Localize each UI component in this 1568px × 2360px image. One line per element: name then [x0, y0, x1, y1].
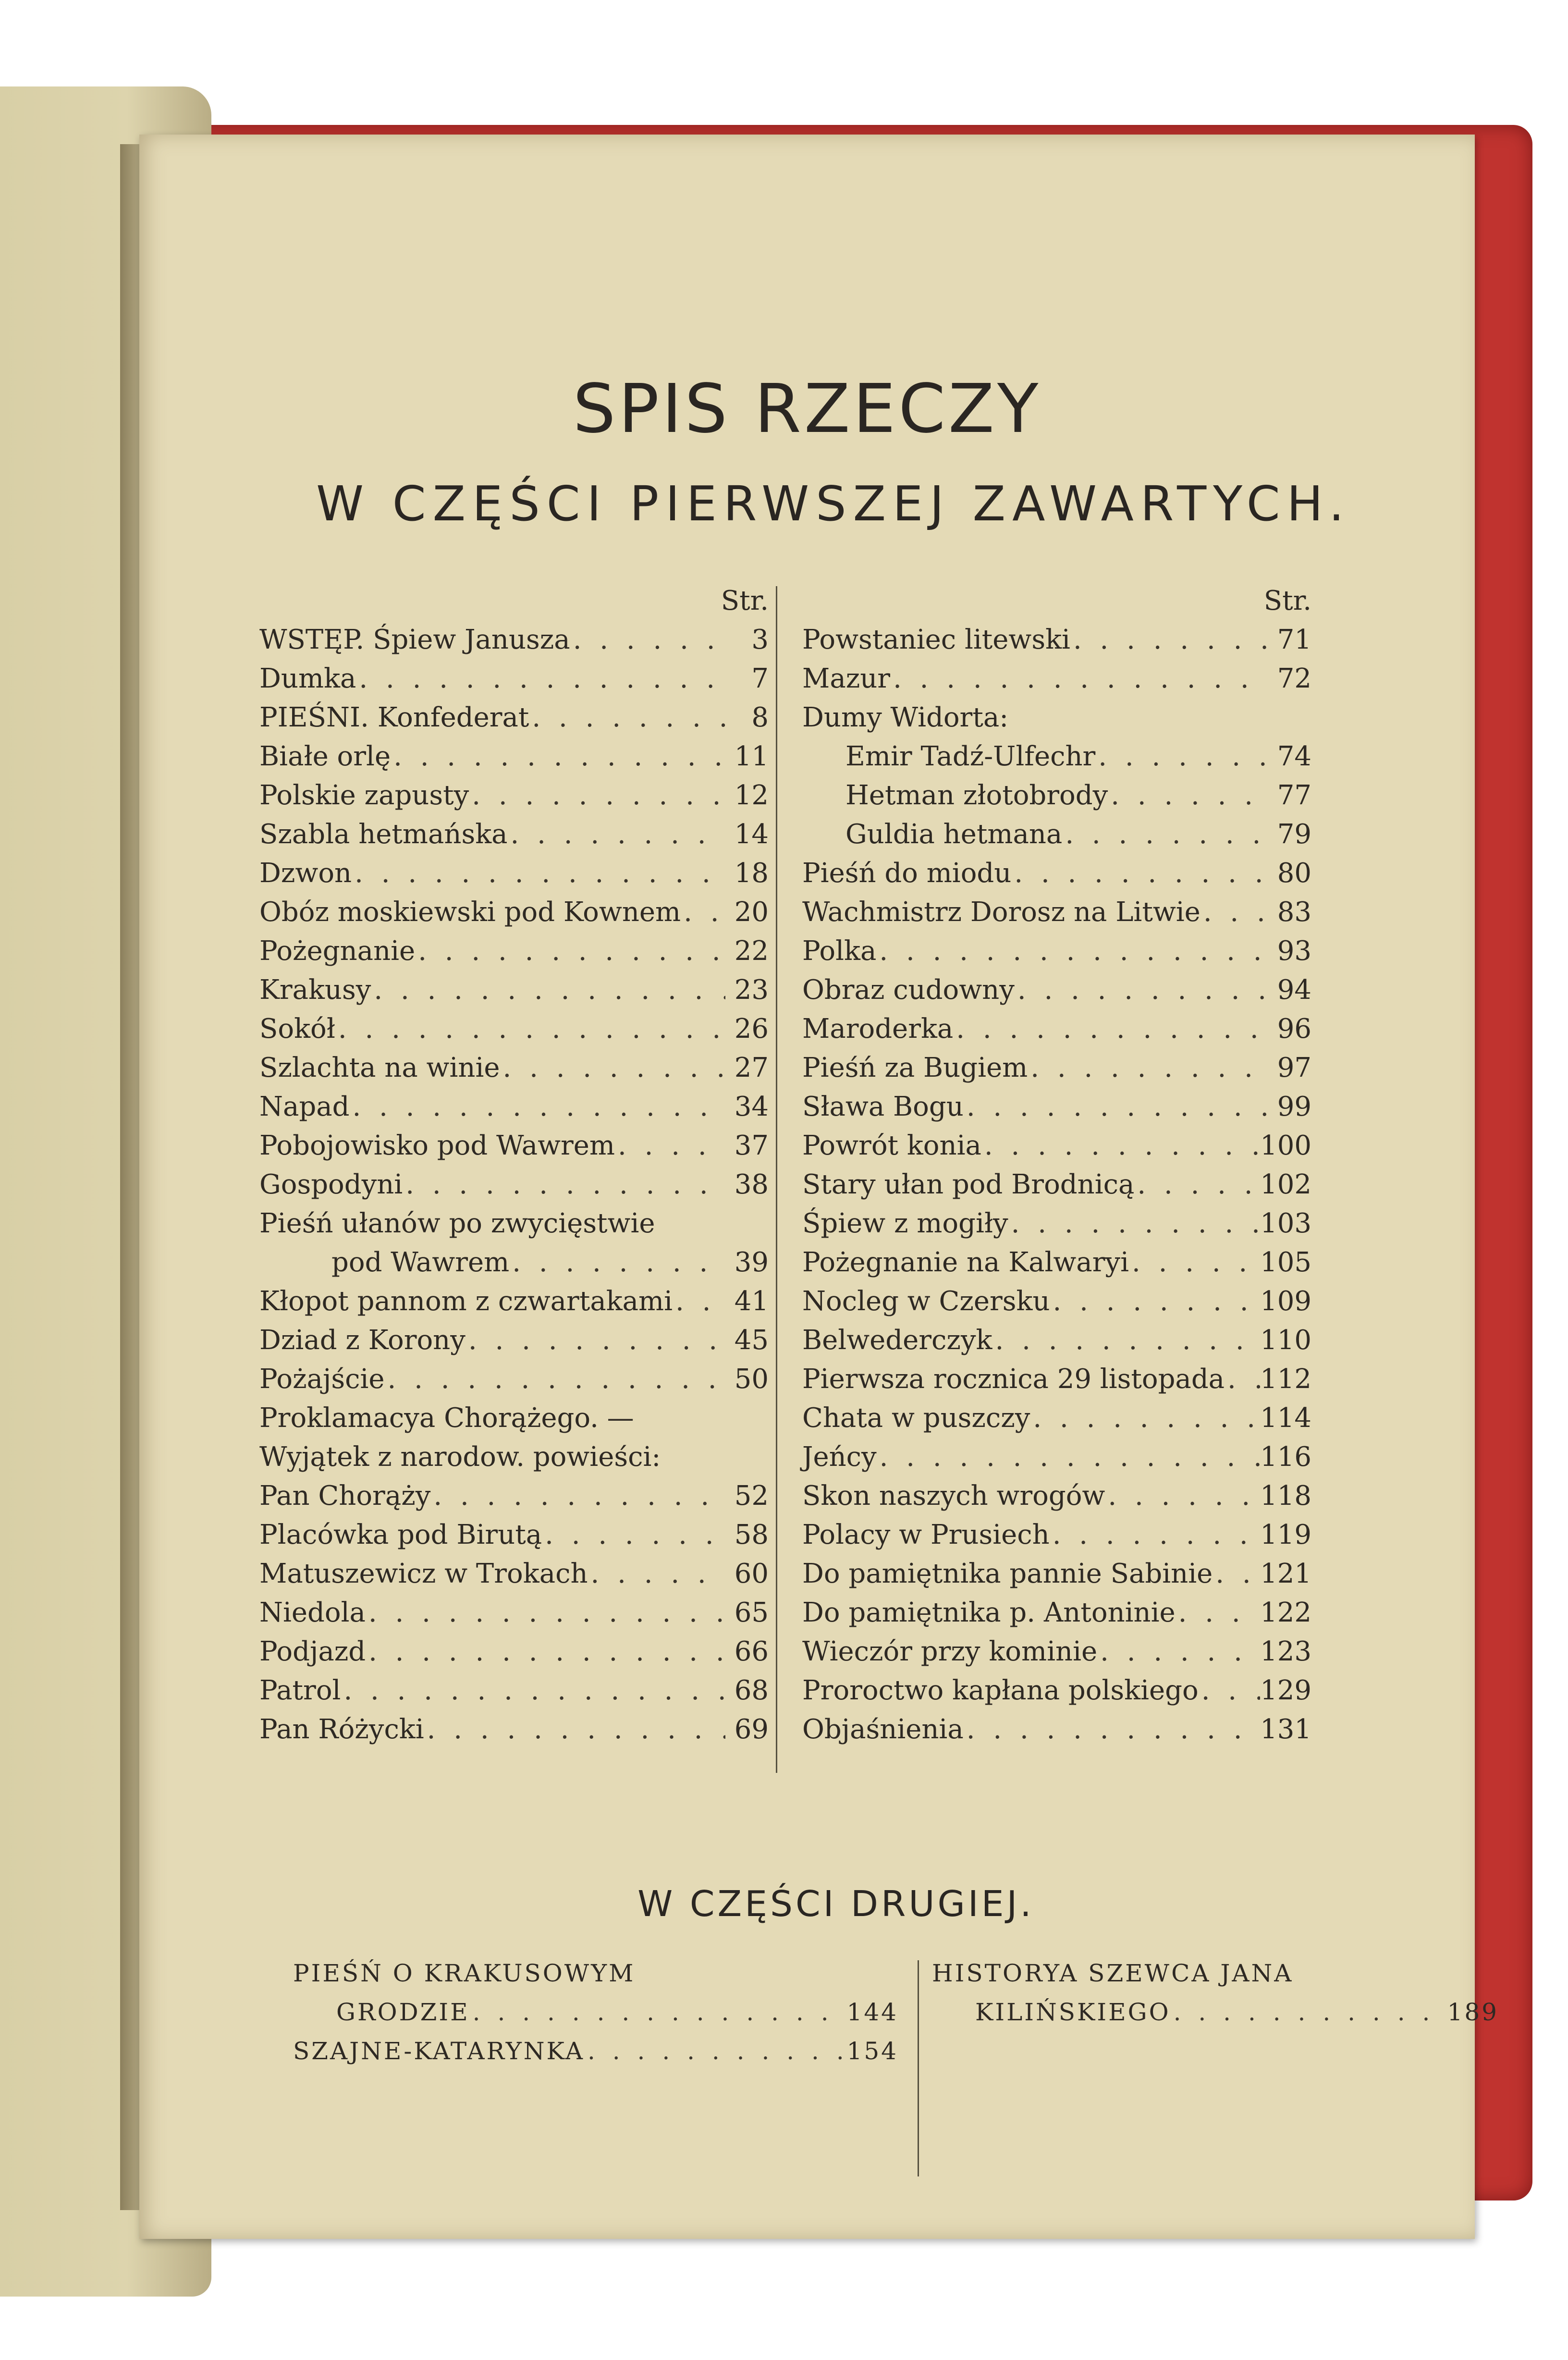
toc-leader-dots — [349, 1087, 725, 1126]
toc-entry-title: Szlachta na winie — [259, 1052, 500, 1083]
toc-entry-title: Wyjątek z narodow. powieści: — [259, 1441, 661, 1473]
toc-entry-page: 110 — [1260, 1325, 1311, 1356]
toc-entry-title: Sokół — [259, 1013, 335, 1045]
toc-leader-dots — [385, 1360, 725, 1399]
toc-entry-page: 131 — [1260, 1714, 1311, 1745]
toc-leader-dots — [508, 815, 725, 854]
toc-entry — [259, 971, 769, 1009]
toc-leader-dots — [1030, 1399, 1260, 1438]
toc-entry — [802, 971, 1311, 1009]
toc-entry-title: Pożegnanie na Kalwaryi — [802, 1247, 1129, 1278]
toc-entry — [259, 1671, 769, 1710]
toc-entry — [259, 1204, 769, 1243]
toc-leader-dots — [992, 1321, 1260, 1360]
toc-entry-page: 11 — [734, 741, 769, 772]
toc-entry — [259, 1710, 769, 1749]
toc-entry-page: 100 — [1260, 1130, 1311, 1161]
toc-entry-title: KILIŃSKIEGO — [975, 1998, 1171, 2026]
toc-entry — [259, 1438, 769, 1476]
toc-entry — [259, 1399, 769, 1438]
toc-leader-dots — [366, 1632, 725, 1671]
toc-entry — [259, 1593, 769, 1632]
toc-entry-title: Proklamacya Chorążego. — — [259, 1402, 634, 1434]
toc-leader-dots — [542, 1515, 725, 1554]
toc-entry — [802, 815, 1311, 854]
toc-entry-title: Białe orlę — [259, 741, 391, 772]
toc-entry-page: 3 — [751, 624, 769, 655]
toc-entry — [802, 1438, 1311, 1476]
toc-entry-page: 34 — [734, 1091, 769, 1122]
toc-leader-dots — [964, 1087, 1268, 1126]
toc-entry — [802, 1087, 1311, 1126]
toc-entry — [259, 1165, 769, 1204]
toc-entry-title: Napad — [259, 1091, 350, 1122]
toc-entry-title: Polacy w Prusiech — [802, 1519, 1050, 1550]
toc-entry — [802, 1282, 1311, 1321]
toc-entry — [802, 1399, 1311, 1438]
toc-entry-page: 50 — [734, 1364, 769, 1395]
part2-title: W CZĘŚCI DRUGIEJ. — [637, 1883, 1034, 1925]
toc-leader-dots — [585, 2033, 847, 2069]
toc-entry-page: 71 — [1277, 624, 1311, 655]
toc-entry-title: Powstaniec litewski — [802, 624, 1070, 655]
toc-entry-title: Pożajście — [259, 1364, 385, 1395]
toc-entry-page: 129 — [1260, 1675, 1311, 1706]
toc-entry-page: 22 — [734, 935, 769, 967]
toc-entry-page: 72 — [1277, 663, 1311, 694]
toc-entry — [259, 1243, 769, 1282]
toc-leader-dots — [403, 1165, 725, 1204]
toc-entry — [259, 1126, 769, 1165]
toc-entry-title: HISTORYA SZEWCA JANA — [932, 1959, 1294, 1987]
toc-entry — [259, 698, 769, 737]
toc-entry-page: 103 — [1260, 1208, 1311, 1239]
toc-entry-title: Pożegnanie — [259, 935, 416, 967]
toc-entry-page: 68 — [734, 1675, 769, 1706]
toc-page — [139, 135, 1499, 2239]
toc-entry-title: Placówka pod Birutą — [259, 1519, 542, 1550]
toc-entry-title: Podjazd — [259, 1636, 366, 1667]
column-divider — [776, 586, 777, 1773]
toc-leader-dots — [1070, 620, 1268, 659]
toc-entry — [259, 1554, 769, 1593]
toc-entry — [802, 1710, 1311, 1749]
toc-entry-page: 114 — [1260, 1402, 1311, 1434]
toc-entry-page: 99 — [1277, 1091, 1311, 1122]
toc-entry — [802, 1554, 1311, 1593]
toc-entry-title: Sława Bogu — [802, 1091, 964, 1122]
toc-leader-dots — [1213, 1554, 1260, 1593]
toc-entry-page: 122 — [1260, 1597, 1311, 1628]
toc-leader-dots — [341, 1671, 725, 1710]
toc-entry-title: Pan Chorąży — [259, 1480, 431, 1512]
toc-entry — [259, 737, 769, 776]
toc-leader-dots — [681, 893, 725, 932]
toc-entry-page: 123 — [1260, 1636, 1311, 1667]
toc-entry-title: Skon naszych wrogów — [802, 1480, 1105, 1512]
toc-leader-dots — [1171, 1994, 1447, 2030]
toc-leader-dots — [466, 1321, 725, 1360]
toc-entry-page: 119 — [1260, 1519, 1311, 1550]
toc-leader-dots — [509, 1243, 725, 1282]
toc-entry — [259, 620, 769, 659]
toc-leader-dots — [1011, 854, 1268, 893]
toc-leader-dots — [1108, 776, 1268, 815]
toc-entry-title: Śpiew z mogiły — [802, 1208, 1008, 1239]
toc-entry-page: 23 — [734, 974, 769, 1006]
toc-leader-dots — [500, 1048, 726, 1087]
toc-entry — [802, 1360, 1311, 1399]
toc-entry — [802, 1515, 1311, 1554]
toc-entry-title: PIEŚŃ O KRAKUSOWYM — [293, 1959, 636, 1987]
toc-entry-page: 18 — [734, 858, 769, 889]
toc-entry-title: PIEŚNI. Konfederat — [259, 702, 529, 733]
toc-entry-title: Niedola — [259, 1597, 366, 1628]
toc-leader-dots — [469, 776, 725, 815]
page-subtitle: W CZĘŚCI PIERWSZEJ ZAWARTYCH. — [316, 476, 1351, 532]
toc-entry-title: Pieśń ułanów po zwycięstwie — [259, 1208, 655, 1239]
toc-entry-title: Pieśń do miodu — [802, 858, 1012, 889]
toc-entry-page: 65 — [734, 1597, 769, 1628]
toc-entry-page: 93 — [1277, 935, 1311, 967]
toc-entry-title: Chata w puszczy — [802, 1402, 1030, 1434]
toc-entry-title: Kłopot pannom z czwartakami — [259, 1286, 673, 1317]
toc-entry-page: 66 — [734, 1636, 769, 1667]
toc-entry-title: Jeńcy — [802, 1441, 877, 1473]
toc-leader-dots — [424, 1710, 725, 1749]
toc-entry-title: Nocleg w Czersku — [802, 1286, 1050, 1317]
page-title: SPIS RZECZY — [573, 370, 1041, 448]
toc-entry-title: WSTĘP. Śpiew Janusza — [259, 624, 570, 655]
toc-entry-page: 96 — [1277, 1013, 1311, 1045]
toc-leader-dots — [1176, 1593, 1260, 1632]
toc-entry — [802, 1204, 1311, 1243]
toc-entry-page: 83 — [1277, 897, 1311, 928]
toc-entry-title: pod Wawrem — [331, 1247, 510, 1278]
toc-leader-dots — [366, 1593, 725, 1632]
toc-entry-title: Emir Tadź-Ulfechr — [845, 741, 1096, 772]
toc-entry-title: Gospodyni — [259, 1169, 403, 1200]
toc-leader-dots — [588, 1554, 725, 1593]
toc-entry-page: 8 — [751, 702, 769, 733]
toc-entry — [802, 1165, 1311, 1204]
toc-leader-dots — [1105, 1476, 1260, 1515]
toc-leader-dots — [964, 1710, 1260, 1749]
toc-entry — [259, 1321, 769, 1360]
toc-leader-dots — [1028, 1048, 1268, 1087]
toc-entry-page: 154 — [846, 2037, 898, 2065]
toc-leader-dots — [1095, 737, 1268, 776]
toc-leader-dots — [391, 737, 725, 776]
toc-leader-dots — [1097, 1632, 1260, 1671]
toc-entry — [802, 854, 1311, 893]
toc-entry-title: SZAJNE-KATARYNKA — [293, 2037, 585, 2065]
toc-leader-dots — [1129, 1243, 1260, 1282]
toc-leader-dots — [1134, 1165, 1260, 1204]
toc-entry-page: 7 — [751, 663, 769, 694]
toc-entry — [802, 1671, 1311, 1710]
toc-column-left — [259, 581, 769, 1749]
toc-entry-page: 52 — [734, 1480, 769, 1512]
toc-entry-title: Pierwsza rocznica 29 listopada — [802, 1364, 1225, 1395]
toc-entry — [802, 776, 1311, 815]
part2-list-left — [293, 1955, 898, 2072]
toc-entry-title: Obraz cudowny — [802, 974, 1015, 1006]
toc-entry — [293, 2033, 898, 2072]
toc-entry-page: 109 — [1260, 1286, 1311, 1317]
toc-entry-title: Dzwon — [259, 858, 352, 889]
toc-entry-title: Powrót konia — [802, 1130, 981, 1161]
toc-entry-page: 112 — [1260, 1364, 1311, 1395]
toc-entry-page: 14 — [734, 819, 769, 850]
toc-entry-title: Pobojowisko pod Wawrem — [259, 1130, 615, 1161]
toc-leader-dots — [877, 1438, 1260, 1476]
toc-leader-dots — [335, 1009, 725, 1048]
toc-entry-page: 38 — [734, 1169, 769, 1200]
toc-entry-page: 26 — [734, 1013, 769, 1045]
toc-entry-page: 102 — [1260, 1169, 1311, 1200]
toc-entry-title: Dumy Widorta: — [802, 702, 1009, 733]
toc-entry-title: Maroderka — [802, 1013, 954, 1045]
toc-entry-page: 60 — [734, 1558, 769, 1589]
toc-entry — [802, 1321, 1311, 1360]
toc-entry — [932, 1994, 1499, 2033]
toc-entry — [802, 737, 1311, 776]
toc-leader-dots — [890, 659, 1268, 698]
toc-entry-title: Stary ułan pod Brodnicą — [802, 1169, 1135, 1200]
toc-leader-dots — [876, 932, 1268, 971]
toc-entry — [259, 1632, 769, 1671]
toc-leader-dots — [529, 698, 725, 737]
toc-entry-page: 41 — [734, 1286, 769, 1317]
toc-entry-page: 94 — [1277, 974, 1311, 1006]
toc-entry-title: Do pamiętnika pannie Sabinie — [802, 1558, 1213, 1589]
toc-entry-title: Do pamiętnika p. Antoninie — [802, 1597, 1176, 1628]
toc-entry — [259, 854, 769, 893]
toc-leader-dots — [570, 620, 725, 659]
toc-entry-title: Krakusy — [259, 974, 371, 1006]
toc-entry-title: Guldia hetmana — [845, 819, 1063, 850]
toc-entry-title: Dziad z Korony — [259, 1325, 466, 1356]
toc-entry-page: 45 — [734, 1325, 769, 1356]
toc-entry-page: 97 — [1277, 1052, 1311, 1083]
toc-entry-page: 37 — [734, 1130, 769, 1161]
toc-entry — [259, 1087, 769, 1126]
toc-entry — [802, 1009, 1311, 1048]
toc-entry-page: 77 — [1277, 780, 1311, 811]
toc-entry — [259, 1282, 769, 1321]
toc-entry-page: 105 — [1260, 1247, 1311, 1278]
toc-entry-title: Belwederczyk — [802, 1325, 992, 1356]
toc-entry-title: Mazur — [802, 663, 891, 694]
toc-leader-dots — [470, 1994, 847, 2030]
toc-entry-page: 79 — [1277, 819, 1311, 850]
toc-entry-title: Obóz moskiewski pod Kownem — [259, 897, 681, 928]
toc-leader-dots — [1062, 815, 1268, 854]
toc-list-left — [259, 620, 769, 1749]
toc-entry-title: Wieczór przy kominie — [802, 1636, 1098, 1667]
toc-entry-title: Polskie zapusty — [259, 780, 469, 811]
toc-entry-page: 74 — [1277, 741, 1311, 772]
toc-entry-page: 20 — [734, 897, 769, 928]
toc-entry-title: Proroctwo kapłana polskiego — [802, 1675, 1199, 1706]
part2-list-right — [932, 1955, 1499, 2033]
toc-entry — [259, 776, 769, 815]
toc-entry — [259, 1476, 769, 1515]
toc-leader-dots — [1050, 1282, 1261, 1321]
toc-leader-dots — [953, 1009, 1268, 1048]
toc-entry-page: 39 — [734, 1247, 769, 1278]
toc-entry — [802, 1476, 1311, 1515]
toc-entry-title: Hetman złotobrody — [845, 780, 1108, 811]
toc-leader-dots — [1199, 1671, 1260, 1710]
toc-entry — [259, 893, 769, 932]
toc-entry — [932, 1955, 1499, 1994]
toc-leader-dots — [1050, 1515, 1260, 1554]
toc-entry — [293, 1994, 898, 2033]
toc-entry-page: 27 — [734, 1052, 769, 1083]
part2-divider — [918, 1960, 919, 2176]
toc-entry-page: 189 — [1447, 1998, 1499, 2026]
toc-leader-dots — [1008, 1204, 1260, 1243]
page-column-label: Str. — [1263, 585, 1311, 616]
toc-entry — [802, 620, 1311, 659]
toc-entry — [802, 1632, 1311, 1671]
toc-entry-page: 58 — [734, 1519, 769, 1550]
toc-entry — [802, 698, 1311, 737]
toc-entry-title: Patrol — [259, 1675, 341, 1706]
toc-leader-dots — [430, 1476, 725, 1515]
toc-entry — [259, 1360, 769, 1399]
toc-entry — [802, 1243, 1311, 1282]
page-column-label: Str. — [721, 585, 769, 616]
toc-entry — [802, 1126, 1311, 1165]
toc-leader-dots — [1225, 1360, 1260, 1399]
toc-entry — [259, 1048, 769, 1087]
toc-list-right — [802, 620, 1311, 1749]
toc-entry-page: 118 — [1260, 1480, 1311, 1512]
toc-entry — [259, 659, 769, 698]
toc-entry-title: GRODZIE — [336, 1998, 470, 2026]
toc-entry — [802, 1048, 1311, 1087]
toc-entry-page: 121 — [1260, 1558, 1311, 1589]
toc-entry-title: Szabla hetmańska — [259, 819, 508, 850]
toc-entry-title: Matuszewicz w Trokach — [259, 1558, 588, 1589]
toc-entry-title: Objaśnienia — [802, 1714, 964, 1745]
toc-leader-dots — [1015, 971, 1268, 1009]
toc-entry — [802, 932, 1311, 971]
toc-leader-dots — [415, 932, 725, 971]
toc-entry-title: Pieśń za Bugiem — [802, 1052, 1028, 1083]
toc-entry-page: 116 — [1260, 1441, 1311, 1473]
toc-leader-dots — [356, 659, 725, 698]
toc-column-right — [802, 581, 1311, 1749]
toc-entry-title: Dumka — [259, 663, 356, 694]
toc-entry — [259, 1009, 769, 1048]
toc-entry — [259, 1515, 769, 1554]
toc-entry-page: 80 — [1277, 858, 1311, 889]
toc-entry — [259, 815, 769, 854]
toc-entry-page: 69 — [734, 1714, 769, 1745]
toc-leader-dots — [673, 1282, 725, 1321]
toc-entry — [802, 893, 1311, 932]
toc-leader-dots — [371, 971, 725, 1009]
toc-entry-page: 144 — [846, 1998, 898, 2026]
toc-entry — [259, 932, 769, 971]
toc-entry-page: 12 — [734, 780, 769, 811]
toc-leader-dots — [1200, 893, 1268, 932]
toc-leader-dots — [615, 1126, 725, 1165]
toc-leader-dots — [981, 1126, 1260, 1165]
toc-entry-title: Pan Różycki — [259, 1714, 424, 1745]
toc-entry-title: Polka — [802, 935, 877, 967]
toc-leader-dots — [352, 854, 725, 893]
toc-entry — [802, 1593, 1311, 1632]
toc-entry-title: Wachmistrz Dorosz na Litwie — [802, 897, 1200, 928]
toc-entry — [802, 659, 1311, 698]
toc-entry — [293, 1955, 898, 1994]
